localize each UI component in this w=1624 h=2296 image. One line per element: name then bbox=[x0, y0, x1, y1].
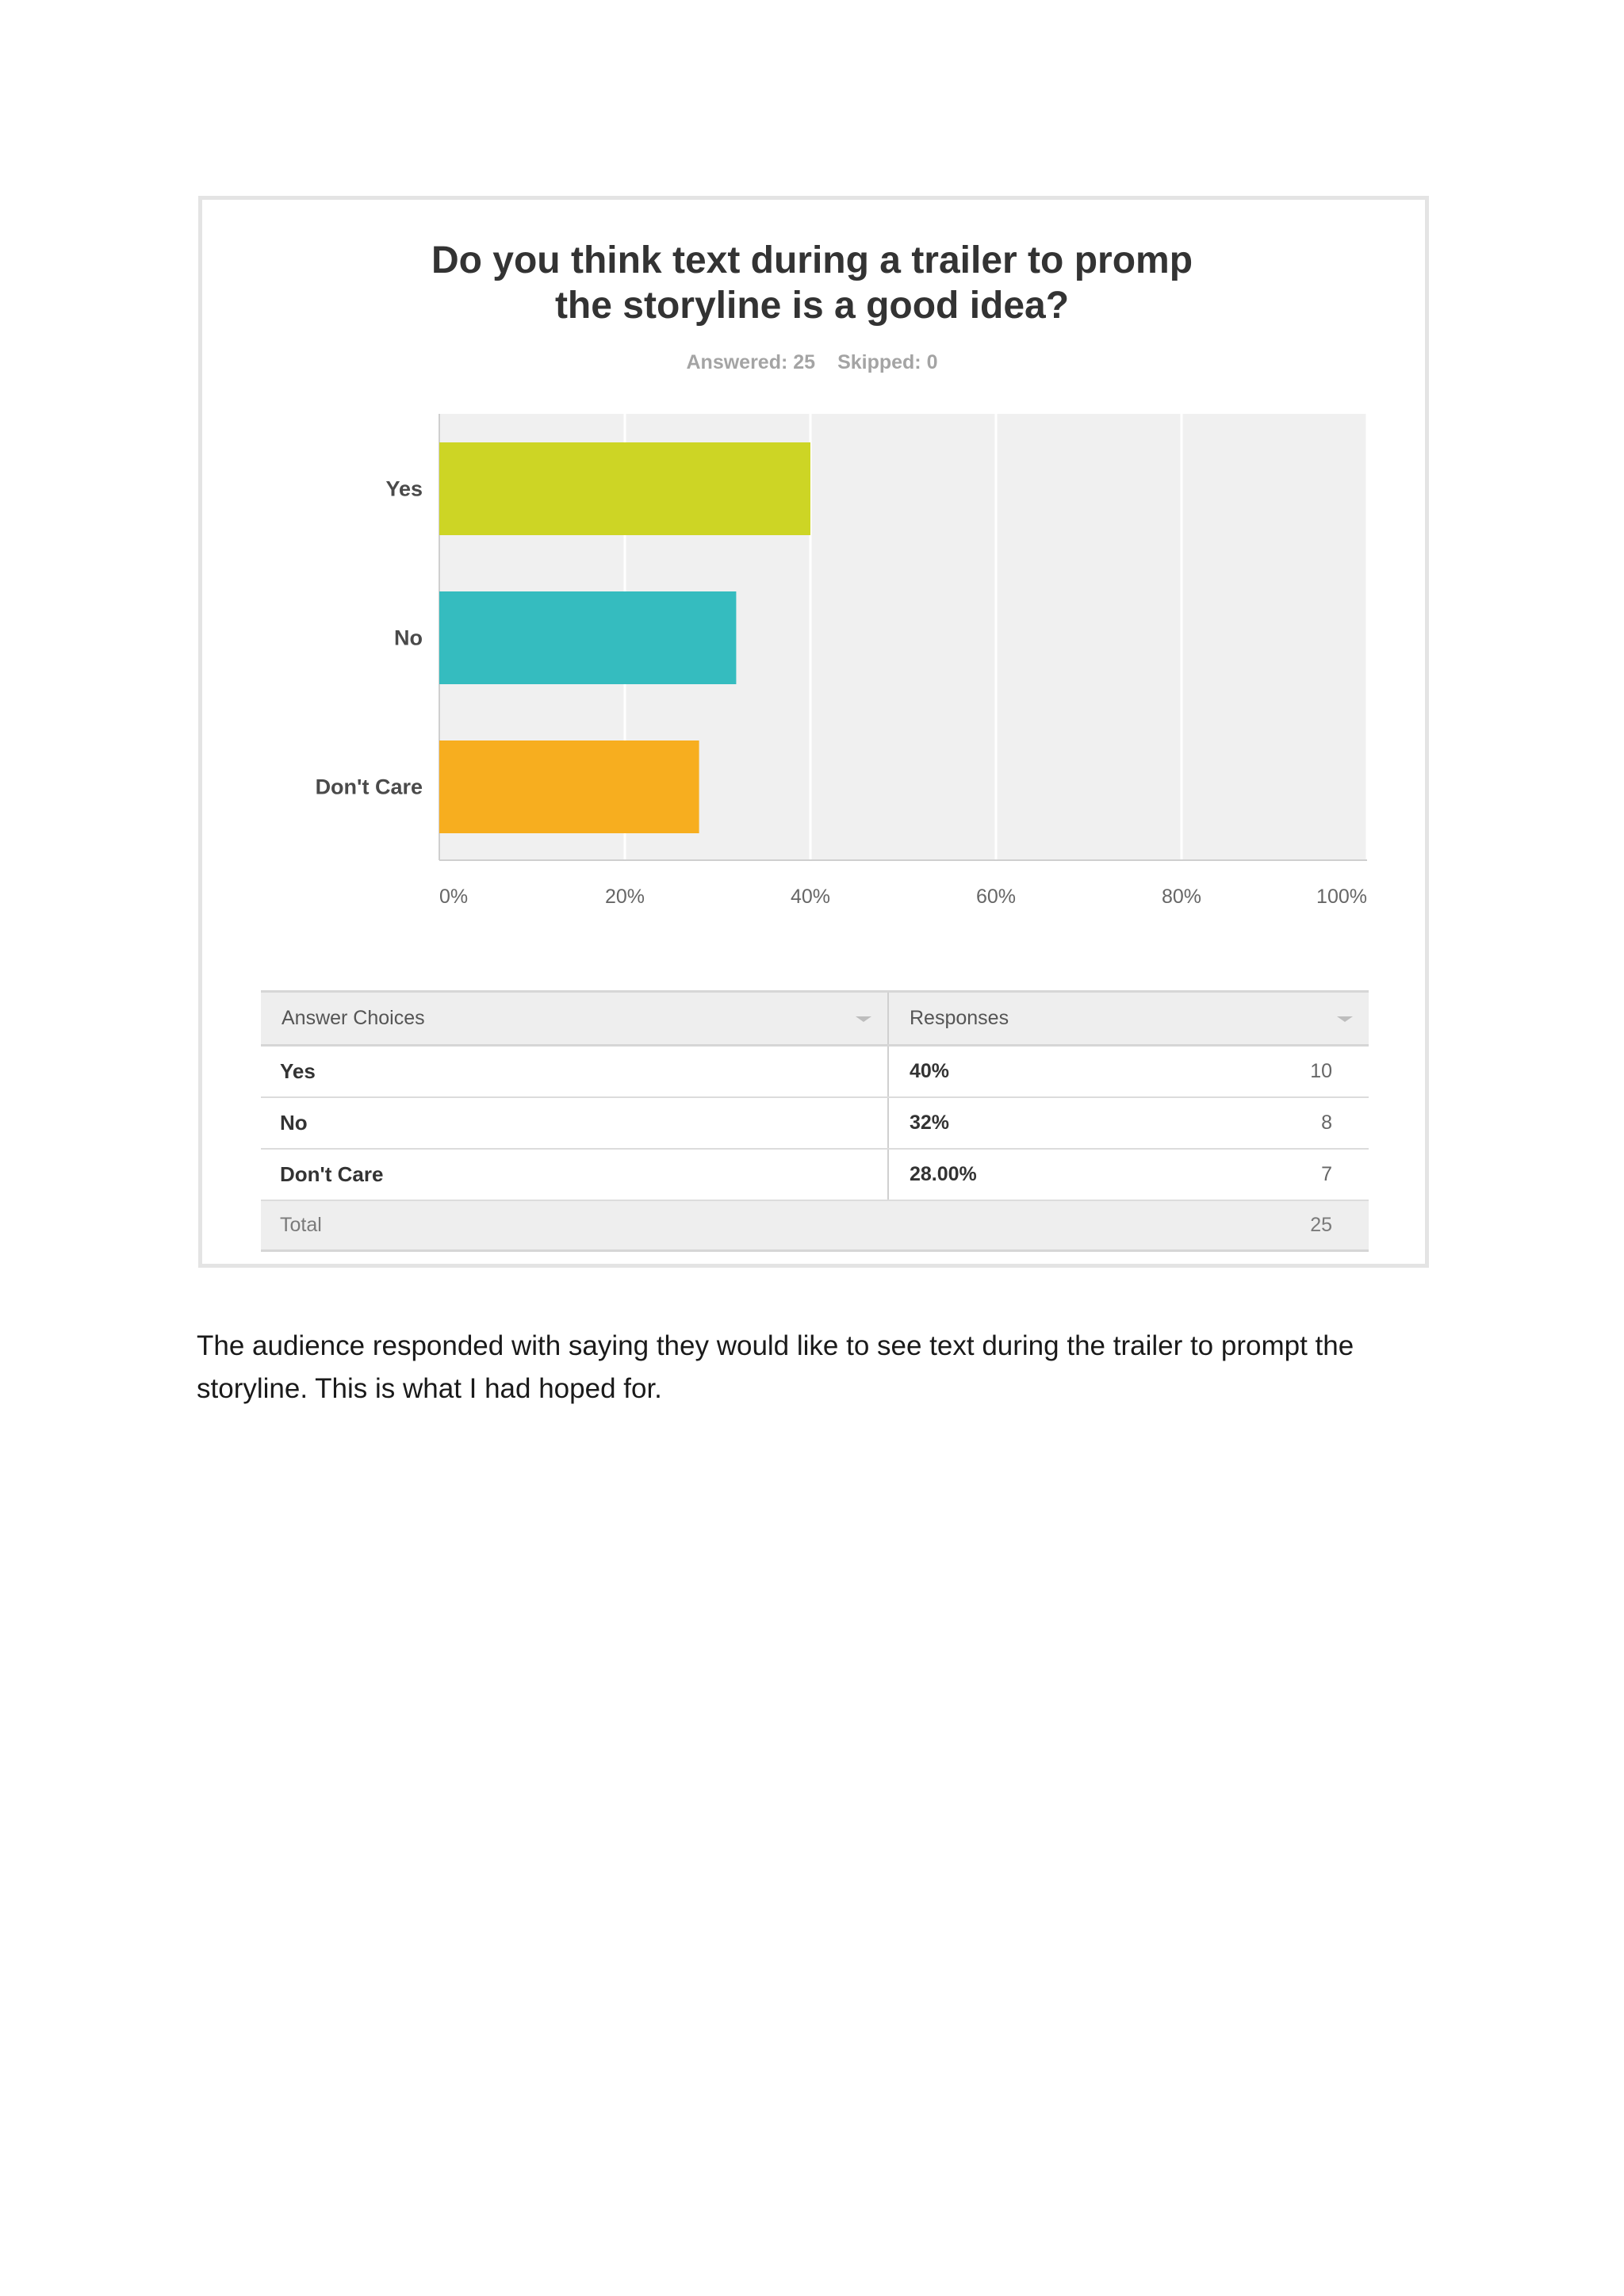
total-row bbox=[261, 1200, 1369, 1251]
bar-chart bbox=[0, 0, 1624, 951]
response-percent: 32% bbox=[888, 1097, 1128, 1149]
responses-header[interactable] bbox=[888, 992, 1369, 1046]
answer-choice: No bbox=[261, 1097, 888, 1149]
category-label: No bbox=[394, 626, 423, 650]
x-tick-label: 100% bbox=[1316, 886, 1367, 908]
table-row bbox=[261, 1097, 1369, 1149]
answer-choices-header-label: Answer Choices bbox=[282, 1007, 425, 1029]
response-percent: 40% bbox=[888, 1046, 1128, 1098]
answer-choice: Don't Care bbox=[261, 1149, 888, 1200]
response-count: 8 bbox=[1128, 1097, 1369, 1149]
sort-arrow-icon[interactable] bbox=[1337, 1016, 1353, 1022]
x-tick-label: 40% bbox=[790, 886, 831, 908]
x-tick-label: 20% bbox=[604, 886, 645, 908]
table-row bbox=[261, 1149, 1369, 1200]
table-header-row bbox=[261, 992, 1369, 1046]
responses-header-label: Responses bbox=[910, 1007, 1009, 1029]
bar bbox=[439, 591, 736, 684]
summary-paragraph: The audience responded with saying they would like to see text during the trailer to prompt the storyline. This is what I had hoped for. bbox=[197, 1330, 1354, 1404]
total-label: Total bbox=[261, 1200, 1128, 1251]
bar bbox=[439, 442, 810, 535]
answer-choices-header[interactable] bbox=[261, 992, 888, 1046]
table-row bbox=[261, 1046, 1369, 1098]
x-tick-label: 80% bbox=[1161, 886, 1202, 908]
answered-count: Answered: 25 bbox=[686, 351, 816, 373]
total-value: 25 bbox=[1128, 1200, 1369, 1251]
response-percent: 28.00% bbox=[888, 1149, 1128, 1200]
responses-table bbox=[261, 990, 1369, 1252]
skipped-count: Skipped: 0 bbox=[837, 351, 938, 373]
answer-choice: Yes bbox=[261, 1046, 888, 1098]
sort-arrow-icon[interactable] bbox=[856, 1016, 871, 1022]
chart-title-line-2: the storyline is a good idea? bbox=[554, 285, 1070, 327]
category-label: Don't Care bbox=[315, 775, 423, 799]
response-count: 7 bbox=[1128, 1149, 1369, 1200]
category-label: Yes bbox=[385, 476, 423, 501]
response-count: 10 bbox=[1128, 1046, 1369, 1098]
x-tick-label: 60% bbox=[975, 886, 1017, 908]
x-tick-label: 0% bbox=[439, 886, 469, 908]
bar bbox=[439, 740, 699, 833]
chart-title-line-1: Do you think text during a trailer to promp bbox=[431, 239, 1193, 281]
